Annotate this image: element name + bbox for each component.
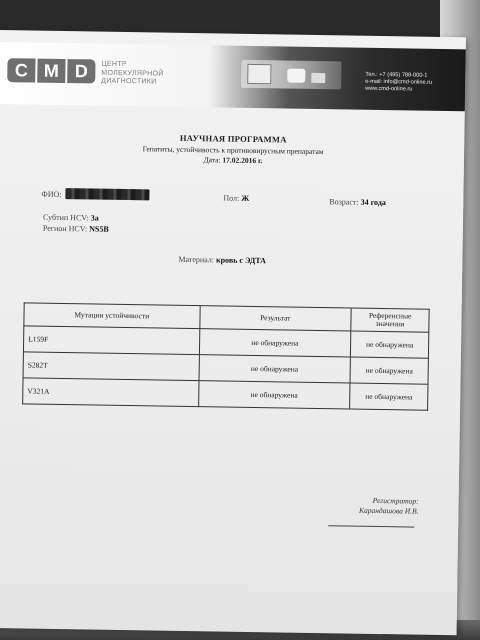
signer-name: Карандашова И.В. (358, 505, 419, 516)
phone-text: Тел.: +7 (495) 788-000-1 (365, 71, 428, 79)
org-name-line-2: МОЛЕКУЛЯРНОЙ (101, 69, 164, 78)
subtype-value: 3а (90, 213, 99, 223)
redacted-name (65, 188, 149, 200)
region-label: Регион HCV: (42, 223, 88, 234)
mutation-cell: S282T (23, 352, 199, 381)
date-label: Дата: (203, 155, 221, 165)
patient-name-field (41, 188, 149, 201)
header-result: Результат (199, 306, 351, 331)
reference-cell: не обнаружена (351, 331, 429, 358)
subtype-field (43, 213, 99, 223)
cmd-logo (7, 58, 97, 83)
sex-label: Пол: (223, 193, 240, 203)
region-field (43, 224, 109, 234)
table-row (23, 378, 428, 410)
reference-cell: не обнаружена (350, 383, 428, 410)
signer-role: Регистратор: (372, 495, 419, 506)
document-title-block (0, 130, 468, 168)
material-label: Материал: (178, 254, 215, 265)
logo-letter-m: M (37, 59, 65, 83)
mutation-cell: V321A (23, 378, 199, 407)
result-cell: не обнаружена (198, 381, 350, 409)
reference-cell: не обнаружена (350, 357, 428, 384)
signature-line (328, 525, 414, 527)
result-cell: не обнаружена (199, 355, 351, 383)
region-value: NS5B (89, 224, 109, 234)
logo-letter-c: C (7, 58, 35, 82)
email-text: e-mail: info@cmd-online.ru (365, 78, 433, 86)
age-field (329, 197, 386, 207)
sex-value: Ж (241, 193, 250, 203)
material-field (178, 255, 266, 265)
result-cell: не обнаружена (199, 329, 351, 357)
header-reference: Референсные значения (351, 308, 429, 332)
subtype-label: Субтип HCV: (42, 212, 89, 223)
age-value: 34 года (360, 197, 386, 208)
document-page (0, 30, 466, 635)
contact-info (365, 72, 465, 95)
letterhead-banner (0, 42, 466, 111)
sex-field (223, 194, 249, 203)
lab-equipment-image (241, 60, 341, 90)
program-subtitle: Гепатиты, устойчивость к противовирусным препаратам (142, 144, 324, 157)
header-mutations: Мутации устойчивости (24, 303, 200, 329)
org-name-line-1: ЦЕНТР (101, 60, 127, 68)
program-title: НАУЧНАЯ ПРОГРАММА (179, 132, 287, 145)
website-text: www.cmd-online.ru (365, 85, 413, 93)
mutation-cell: L159F (23, 326, 199, 355)
age-label: Возраст: (329, 197, 359, 207)
mutations-table (22, 302, 430, 410)
material-value: кровь с ЭДТА (215, 255, 267, 266)
name-label: ФИО: (41, 189, 62, 199)
organization-name (101, 61, 191, 88)
logo-letter-d: D (67, 59, 95, 83)
signature-block (359, 496, 419, 517)
date-value: 17.02.2016 г. (222, 155, 263, 166)
org-name-line-3: ДИАГНОСТИКИ (101, 77, 157, 86)
